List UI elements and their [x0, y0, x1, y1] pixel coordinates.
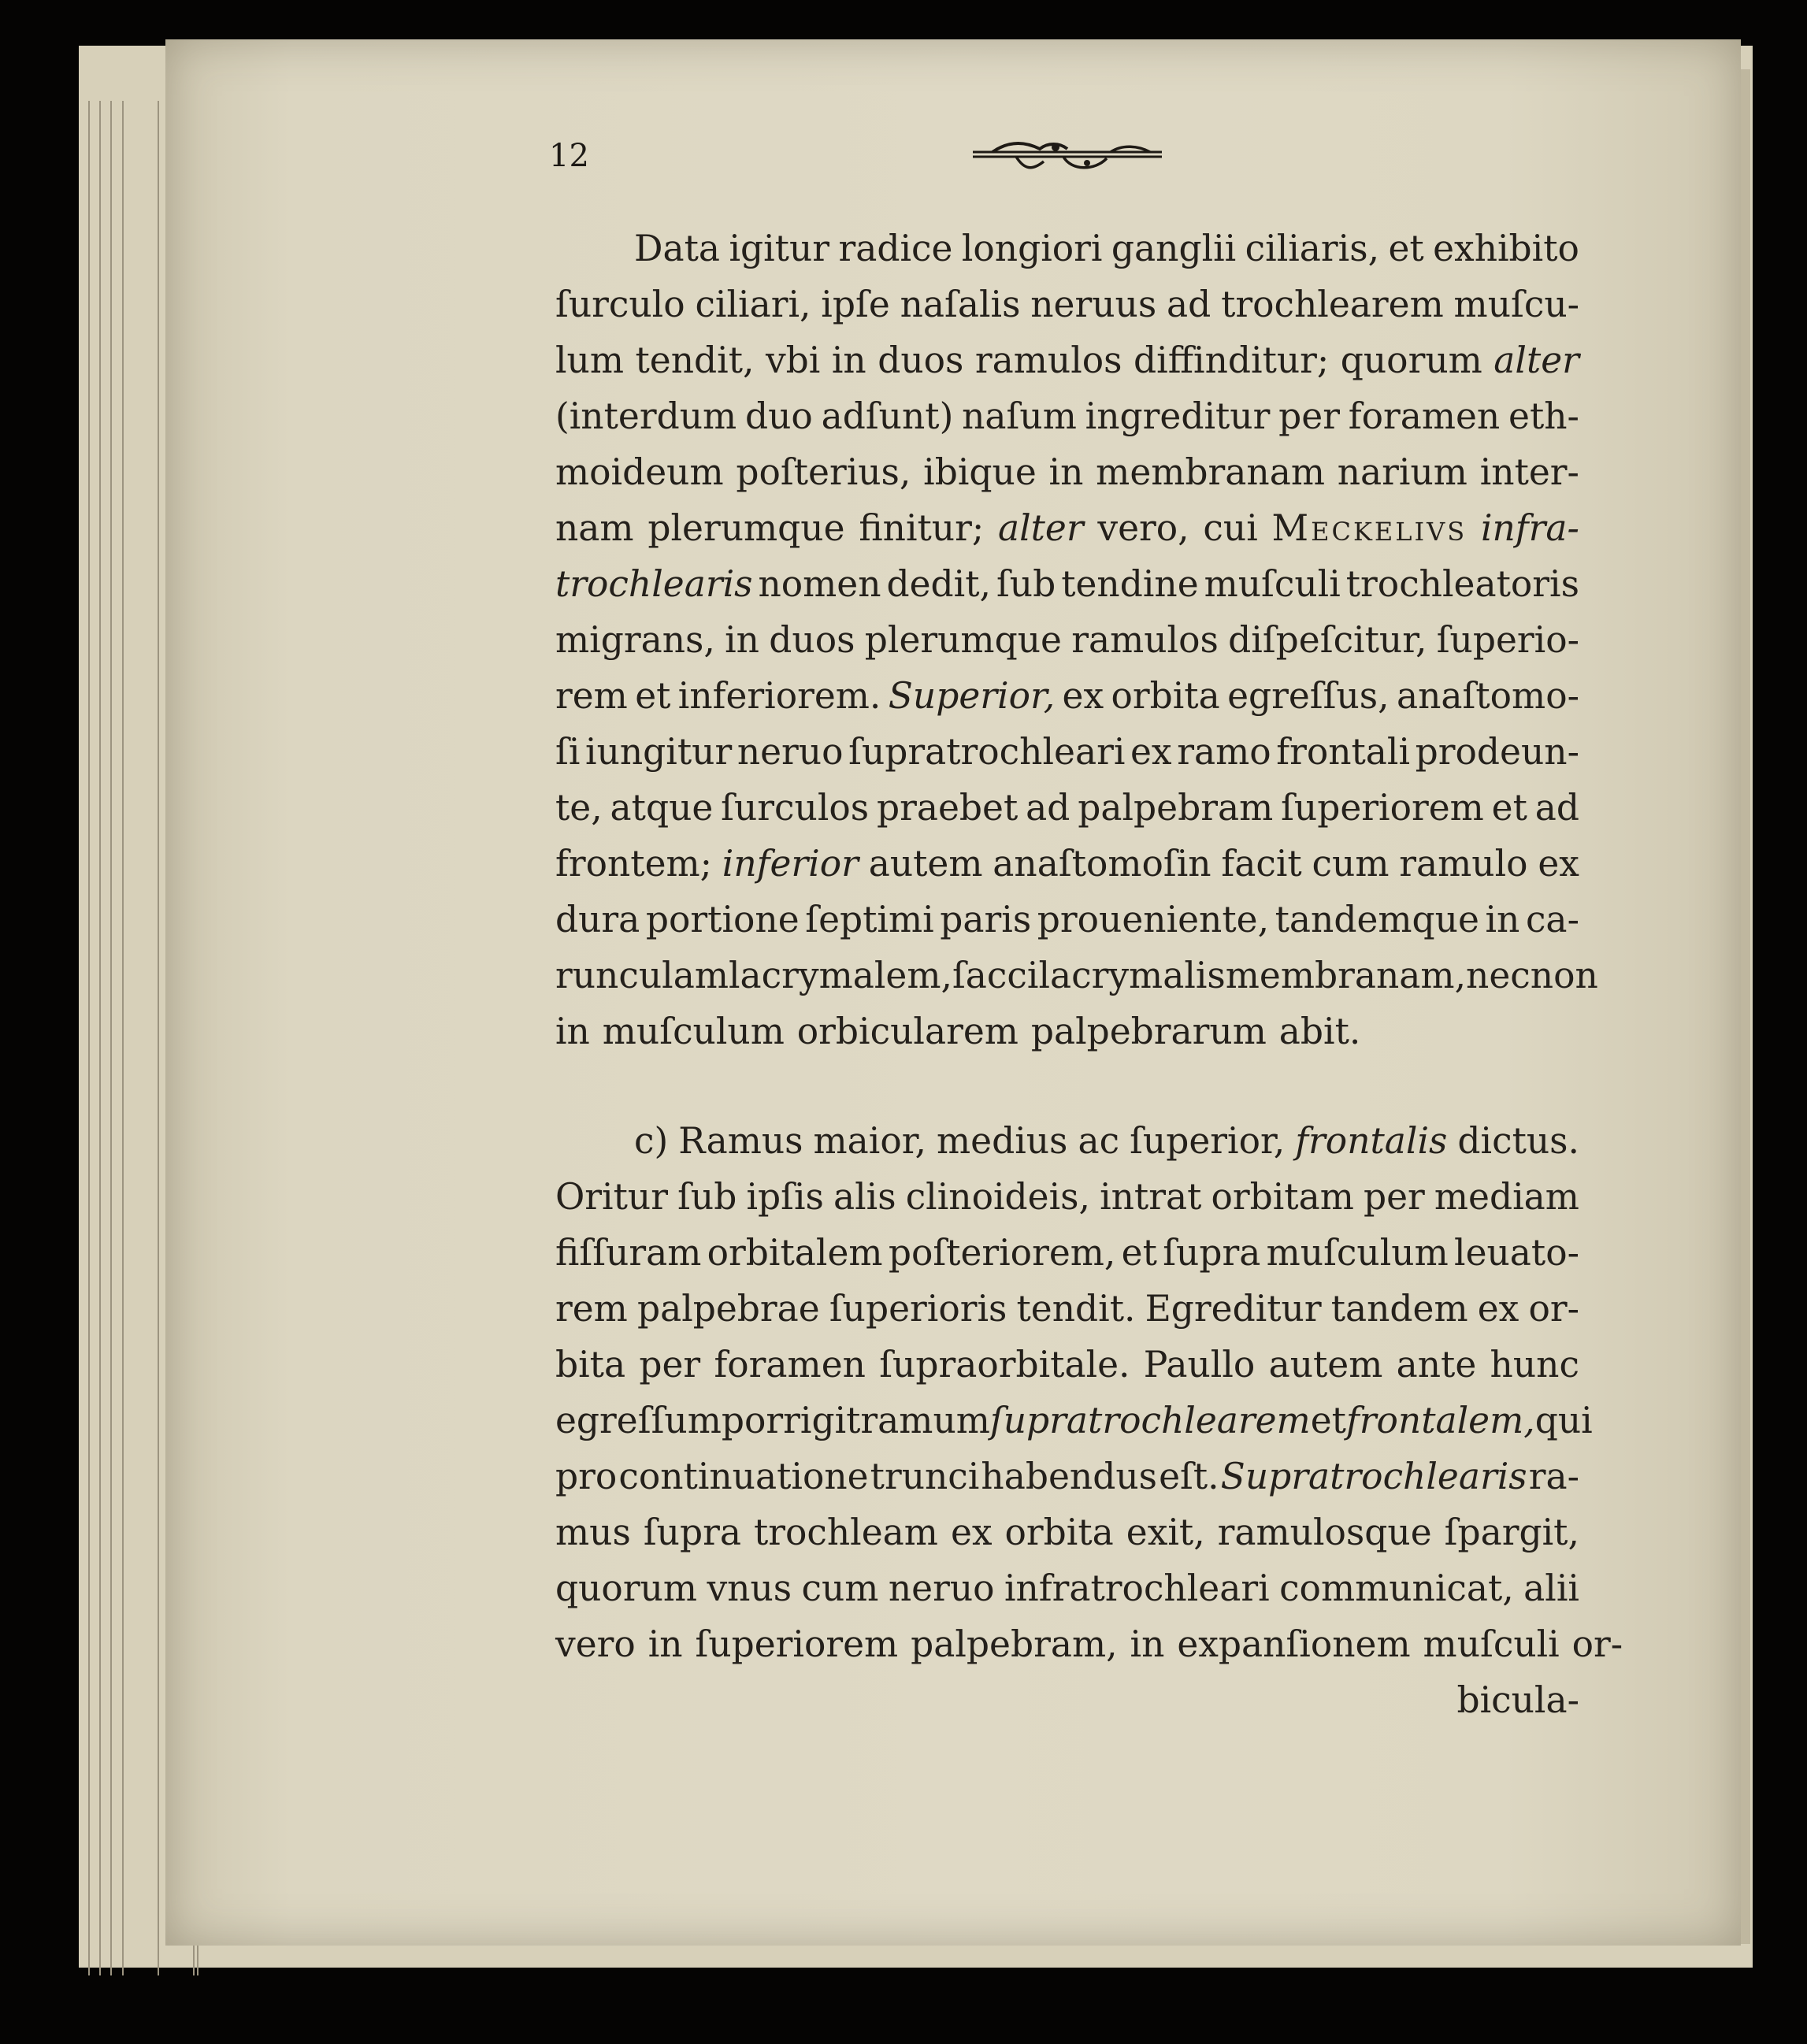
text-line: [555, 1113, 1579, 1169]
word: ſupratrochleari: [848, 731, 1126, 773]
word: poſteriorem,: [888, 1232, 1116, 1274]
text-line: [555, 1504, 1579, 1560]
word: narium: [1337, 451, 1467, 493]
word: naſalis: [900, 284, 1021, 325]
word: paris: [940, 899, 1032, 940]
word: in: [831, 339, 866, 381]
text-line: [555, 556, 1579, 612]
text-line: [555, 221, 1579, 276]
text-line: [555, 500, 1579, 556]
word: communicat,: [1279, 1567, 1514, 1609]
word: in: [1485, 899, 1520, 940]
word: lacrymalis: [1038, 955, 1226, 996]
word: muſculi: [1204, 563, 1341, 605]
word: te,: [555, 787, 603, 829]
word: lacrymalem,: [728, 955, 952, 996]
word: et: [1388, 228, 1424, 269]
word: ad: [1167, 284, 1211, 325]
text-line: [555, 724, 1579, 780]
word: finitur;: [859, 507, 985, 549]
word: frontalem,: [1345, 1400, 1535, 1441]
page-edge: [99, 101, 101, 1975]
word: intrat: [1100, 1176, 1202, 1218]
word: duos: [878, 339, 964, 381]
word: muſculum: [1266, 1232, 1449, 1274]
word: portione: [645, 899, 800, 940]
word: mediam: [1434, 1176, 1579, 1218]
word: alter: [997, 507, 1084, 549]
word: infra-: [1480, 507, 1579, 549]
word: Superior,: [888, 675, 1056, 717]
word: muſculum: [602, 1011, 785, 1052]
word: tendit,: [635, 339, 755, 381]
word: quorum: [1340, 339, 1482, 381]
word: ramulos: [1071, 619, 1219, 661]
word: clinoideis,: [905, 1176, 1090, 1218]
word: ingreditur: [1085, 395, 1271, 437]
word: ſeptimi: [805, 899, 934, 940]
word: ſupratrochlearem: [989, 1400, 1311, 1441]
word: eſt.: [1159, 1456, 1219, 1497]
word: in: [1130, 1623, 1165, 1665]
word: anaſtomo-: [1396, 675, 1579, 717]
text-line: [555, 1003, 1579, 1059]
word: ex: [1538, 843, 1579, 885]
text-line: [555, 1560, 1579, 1616]
text-line: [555, 1616, 1623, 1672]
word: or-: [1528, 1288, 1579, 1330]
word: ca-: [1525, 899, 1579, 940]
word: membranam: [1096, 451, 1325, 493]
word: medius: [937, 1120, 1068, 1162]
word: bicula-: [1456, 1679, 1579, 1721]
word: ſacci: [952, 955, 1039, 996]
word: anaſtomoſin: [993, 843, 1211, 885]
word: orbicularem: [796, 1011, 1019, 1052]
word: quorum: [555, 1567, 698, 1609]
word: palpebram,: [911, 1623, 1118, 1665]
word: ra-: [1528, 1456, 1579, 1497]
word: neruo: [737, 731, 844, 773]
ornament-icon: [969, 138, 1166, 176]
word: cum: [1312, 843, 1390, 885]
word: palpebrae: [636, 1288, 820, 1330]
word: trochleam: [753, 1512, 938, 1553]
word: dedit,: [886, 563, 991, 605]
word: egreſſum: [555, 1400, 722, 1441]
page-edge: [110, 101, 112, 1975]
word: Data: [634, 228, 721, 269]
word: nomen: [758, 563, 881, 605]
body-text: [555, 221, 1623, 1728]
word: inferior: [722, 843, 859, 885]
word: ramulo: [1399, 843, 1528, 885]
word: ſuperioris: [829, 1288, 1007, 1330]
word: membranam,: [1225, 955, 1467, 996]
word: praebet: [876, 787, 1019, 829]
text-line: [555, 1281, 1579, 1337]
word: et: [1121, 1232, 1157, 1274]
word: nam: [555, 507, 634, 549]
word: vbi: [765, 339, 821, 381]
word: foramen: [714, 1344, 866, 1386]
word: ramulos: [974, 339, 1122, 381]
word: neruus: [1030, 284, 1157, 325]
text-line: [555, 780, 1579, 836]
text-line: [555, 1449, 1579, 1504]
word: autem: [868, 843, 983, 885]
word: mus: [555, 1512, 631, 1553]
text-line: [555, 892, 1579, 948]
word: duo: [744, 395, 813, 437]
word: ex: [1062, 675, 1104, 717]
word: ac: [1078, 1120, 1120, 1162]
word: prodeun-: [1415, 731, 1579, 773]
word: longiori: [961, 228, 1103, 269]
word: lum: [555, 339, 625, 381]
word: ante: [1396, 1344, 1477, 1386]
word: ad: [1534, 787, 1579, 829]
word: tandem: [1330, 1288, 1468, 1330]
word: ſupra: [643, 1512, 741, 1553]
page-edge: [122, 101, 124, 1975]
word: alis: [833, 1176, 896, 1218]
text-line: [555, 1169, 1579, 1225]
word: cui: [1203, 507, 1258, 549]
word: adſunt): [821, 395, 954, 437]
word: ciliaris,: [1245, 228, 1380, 269]
word: et: [1310, 1400, 1346, 1441]
word: c): [634, 1120, 669, 1162]
word: rem: [555, 1288, 628, 1330]
word: nec: [1466, 955, 1531, 996]
text-line: [555, 1337, 1579, 1393]
word: ſuperiorem: [1281, 787, 1484, 829]
word: ſuperior,: [1130, 1120, 1286, 1162]
word: per: [1278, 395, 1340, 437]
word: ex: [1477, 1288, 1519, 1330]
word: continuatione: [618, 1456, 869, 1497]
paragraph-gap: [555, 1059, 1579, 1113]
word: proueniente,: [1037, 899, 1270, 940]
word: ex: [1130, 731, 1172, 773]
word: non: [1530, 955, 1598, 996]
word: infratrochleari: [1004, 1567, 1270, 1609]
text-line: [555, 1393, 1593, 1449]
word: ramulosque: [1217, 1512, 1432, 1553]
word: palpebrarum: [1030, 1011, 1267, 1052]
word: runculam: [555, 955, 729, 996]
word: ex: [950, 1512, 993, 1553]
text-line: [555, 948, 1598, 1003]
word: diffinditur;: [1134, 339, 1330, 381]
word: ipſe: [821, 284, 890, 325]
word: ibique: [923, 451, 1037, 493]
word: maior,: [813, 1120, 926, 1162]
word: duos: [769, 619, 855, 661]
text-line: [555, 388, 1579, 444]
text-line: [555, 612, 1579, 668]
word: palpebram: [1078, 787, 1274, 829]
word: pro: [555, 1456, 618, 1497]
word: (interdum: [555, 395, 737, 437]
word: muſcu-: [1453, 284, 1579, 325]
word: Ramus: [678, 1120, 803, 1162]
page-number: 12: [549, 138, 589, 174]
facing-page-edge: [1741, 69, 1750, 1944]
word: ſi: [555, 731, 581, 773]
word: orbitalem: [707, 1232, 883, 1274]
word: ſub: [996, 563, 1056, 605]
word: ganglii: [1111, 228, 1237, 269]
word: ad: [1026, 787, 1070, 829]
word: vnus: [707, 1567, 792, 1609]
text-line: [555, 332, 1579, 388]
word: ſuperio-: [1436, 619, 1579, 661]
word: trunci: [870, 1456, 980, 1497]
word: orbita: [1111, 675, 1220, 717]
text-line: [555, 836, 1579, 892]
word: rem: [555, 675, 628, 717]
page-edge: [158, 101, 159, 1975]
word: Meckelivs: [1271, 507, 1467, 549]
word: vero: [555, 1623, 636, 1665]
word: bita: [555, 1344, 626, 1386]
word: facit: [1221, 843, 1302, 885]
word: Egreditur: [1145, 1288, 1322, 1330]
word: frontalis: [1295, 1120, 1448, 1162]
word: diſpeſcitur,: [1228, 619, 1427, 661]
word: ſupra: [1163, 1232, 1261, 1274]
word: exhibito: [1433, 228, 1579, 269]
word: atque: [610, 787, 714, 829]
word: autem: [1268, 1344, 1383, 1386]
text-line: [555, 276, 1579, 332]
word: ſurculos: [721, 787, 870, 829]
word: Supratrochlearis: [1220, 1456, 1527, 1497]
text-line: [555, 1672, 1579, 1728]
word: per: [639, 1344, 701, 1386]
word: igitur: [729, 228, 830, 269]
word: hunc: [1490, 1344, 1579, 1386]
word: orbita: [1004, 1512, 1114, 1553]
word: naſum: [962, 395, 1077, 437]
word: ramum: [860, 1400, 990, 1441]
word: inferiorem.: [677, 675, 881, 717]
word: vero,: [1097, 507, 1189, 549]
word: plerumque: [864, 619, 1062, 661]
word: qui: [1534, 1400, 1593, 1441]
text-line: [555, 668, 1579, 724]
word: cum: [801, 1567, 879, 1609]
word: ſpargit,: [1444, 1512, 1579, 1553]
word: radice: [838, 228, 953, 269]
word: ciliari,: [695, 284, 811, 325]
word: orbitam: [1211, 1176, 1354, 1218]
word: trochlearis: [555, 563, 753, 605]
word: dura: [555, 899, 640, 940]
word: et: [1491, 787, 1527, 829]
word: plerumque: [647, 507, 845, 549]
word: Oritur: [555, 1176, 668, 1218]
word: abit.: [1278, 1011, 1361, 1052]
word: dictus.: [1457, 1120, 1579, 1162]
word: tendine: [1061, 563, 1199, 605]
word: frontem;: [555, 843, 712, 885]
word: per: [1363, 1176, 1425, 1218]
word: foramen: [1348, 395, 1501, 437]
word: trochlearem: [1221, 284, 1444, 325]
word: ſuperiorem: [695, 1623, 899, 1665]
word: eth-: [1508, 395, 1579, 437]
word: moideum: [555, 451, 724, 493]
word: ſupraorbitale.: [879, 1344, 1130, 1386]
word: fiſſuram: [555, 1232, 702, 1274]
text-line: [555, 1225, 1579, 1281]
word: or-: [1571, 1623, 1623, 1665]
word: in: [647, 1623, 683, 1665]
word: iungitur: [585, 731, 733, 773]
word: Paullo: [1143, 1344, 1256, 1386]
word: tendit.: [1016, 1288, 1136, 1330]
word: trochleatoris: [1345, 563, 1579, 605]
word: tandemque: [1275, 899, 1479, 940]
word: et: [635, 675, 671, 717]
word: alter: [1493, 339, 1579, 381]
word: in: [555, 1011, 590, 1052]
word: ramo: [1177, 731, 1271, 773]
word: habendus: [981, 1456, 1157, 1497]
word: migrans,: [555, 619, 715, 661]
word: porrigit: [721, 1400, 861, 1441]
word: frontali: [1276, 731, 1411, 773]
word: ſurculo: [555, 284, 685, 325]
word: expanſionem: [1177, 1623, 1411, 1665]
word: egreſſus,: [1227, 675, 1390, 717]
word: neruo: [888, 1567, 995, 1609]
word: in: [725, 619, 759, 661]
word: muſculi: [1423, 1623, 1560, 1665]
word: ſub: [677, 1176, 737, 1218]
word: ipſis: [746, 1176, 824, 1218]
word: in: [1048, 451, 1084, 493]
page-edge: [88, 101, 90, 1975]
text-line: [555, 444, 1579, 500]
word: leuato-: [1454, 1232, 1579, 1274]
word: exit,: [1126, 1512, 1205, 1553]
word: inter-: [1479, 451, 1579, 493]
word: poſterius,: [736, 451, 911, 493]
word: alii: [1523, 1567, 1579, 1609]
